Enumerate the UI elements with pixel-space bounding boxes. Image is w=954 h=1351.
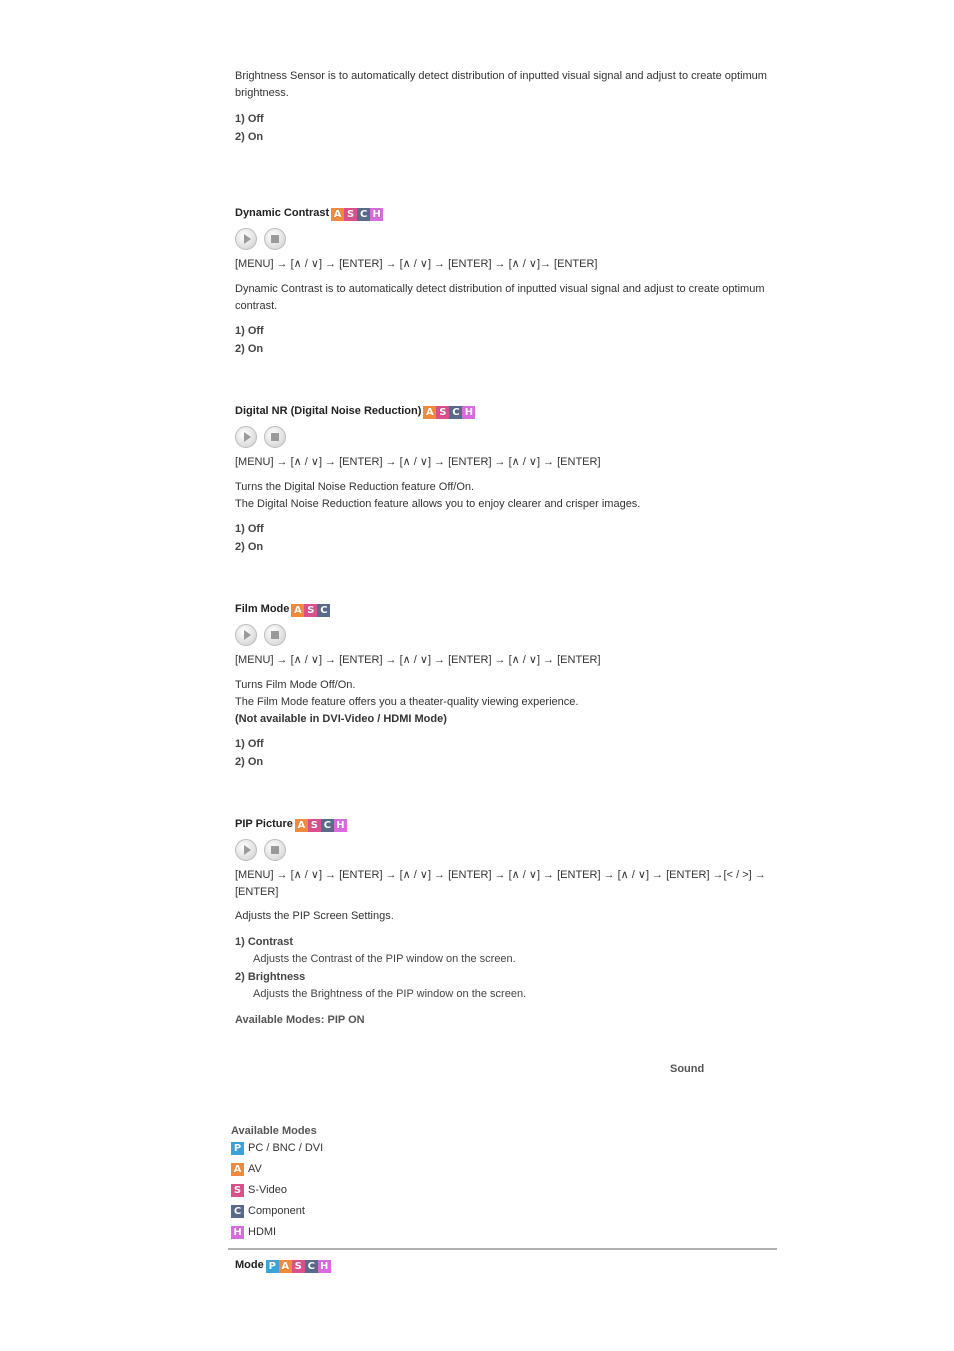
- play-icon: [244, 630, 251, 640]
- play-icon: [244, 432, 251, 442]
- mode-p-icon: P: [231, 1142, 244, 1155]
- play-button[interactable]: [235, 624, 257, 646]
- legend-item-label: HDMI: [248, 1226, 277, 1238]
- legend-item: [231, 1182, 431, 1198]
- brightness-sensor-description: Brightness Sensor is to automatically detect distribution of inputted visual signal and adjust to create optimum brightness.: [235, 70, 767, 99]
- mode-s-icon: S: [436, 406, 449, 419]
- stop-button[interactable]: [264, 426, 286, 448]
- option-off: 1) Off: [235, 113, 264, 125]
- mode-s-icon: S: [231, 1184, 244, 1197]
- mode-c-icon: C: [449, 406, 462, 419]
- play-icon: [244, 845, 251, 855]
- section-description: Dynamic Contrast is to automatically detect distribution of inputted visual signal and adjust to create optimum contrast.: [235, 283, 765, 312]
- mode-a-icon: A: [295, 819, 308, 832]
- legend-item: [231, 1140, 431, 1156]
- mode-s-icon: S: [292, 1260, 305, 1273]
- option-on: 2) On: [235, 131, 264, 143]
- mode-c-icon: C: [305, 1260, 318, 1273]
- mode-c-icon: C: [317, 604, 330, 617]
- mode-c-icon: C: [357, 208, 370, 221]
- option-off: 1) Off: [235, 523, 264, 535]
- section-title-text: Dynamic Contrast: [235, 207, 330, 219]
- menu-path: [MENU] → [∧ / ∨] → [ENTER] → [∧ / ∨] → [ENTER] → [∧ / ∨] → [ENTER] → [∧ / ∨] → [ENTER] →[< / >] → [ENTER]: [235, 869, 766, 898]
- section-title-text: Digital NR (Digital Noise Reduction): [235, 405, 422, 417]
- mode-h-icon: H: [231, 1226, 244, 1239]
- stop-icon: [271, 235, 279, 243]
- stop-icon: [271, 846, 279, 854]
- legend-item: [231, 1224, 431, 1240]
- mode-h-icon: H: [462, 406, 475, 419]
- stop-icon: [271, 631, 279, 639]
- mode-s-icon: S: [304, 604, 317, 617]
- legend-list: [231, 1140, 431, 1240]
- option-off: 1) Off: [235, 325, 264, 337]
- mode-a-icon: A: [291, 604, 304, 617]
- mode-section-title: [235, 1259, 331, 1273]
- mode-h-icon: H: [318, 1260, 331, 1273]
- stop-button[interactable]: [264, 228, 286, 250]
- legend-item-label: PC / BNC / DVI: [248, 1142, 324, 1154]
- mode-h-icon: H: [370, 208, 383, 221]
- film-mode-section: [235, 601, 770, 771]
- section-description: Adjusts the PIP Screen Settings.: [235, 910, 394, 922]
- stop-button[interactable]: [264, 839, 286, 861]
- legend-item-label: AV: [248, 1163, 262, 1175]
- playback-controls: [235, 624, 770, 646]
- stop-button[interactable]: [264, 624, 286, 646]
- sound-heading[interactable]: Sound: [670, 1063, 705, 1075]
- mode-c-icon: C: [321, 819, 334, 832]
- section-title-text: Mode: [235, 1259, 264, 1271]
- menu-path: [MENU] → [∧ / ∨] → [ENTER] → [∧ / ∨] → [ENTER] → [∧ / ∨] → [ENTER]: [235, 456, 601, 468]
- mode-a-icon: A: [279, 1260, 292, 1273]
- divider: [228, 1248, 777, 1250]
- mode-badges: [423, 406, 475, 419]
- play-button[interactable]: [235, 228, 257, 250]
- section-description-1: Turns Film Mode Off/On.: [235, 679, 356, 691]
- mode-badges: [266, 1260, 331, 1273]
- section-description-1: Turns the Digital Noise Reduction feature Off/On.: [235, 481, 475, 493]
- legend-item: [231, 1203, 431, 1219]
- section-description-2: The Film Mode feature offers you a theater-quality viewing experience.: [235, 696, 579, 708]
- playback-controls: [235, 839, 770, 861]
- availability-note: (Not available in DVI-Video / HDMI Mode): [235, 713, 447, 725]
- option-on: 2) On: [235, 541, 264, 553]
- mode-a-icon: A: [331, 208, 344, 221]
- section-title: [235, 816, 770, 833]
- pip-contrast-label: 1) Contrast: [235, 936, 294, 948]
- mode-c-icon: C: [231, 1205, 244, 1218]
- legend-item-label: Component: [248, 1205, 305, 1217]
- mode-s-icon: S: [344, 208, 357, 221]
- option-on: 2) On: [235, 756, 264, 768]
- stop-icon: [271, 433, 279, 441]
- playback-controls: [235, 426, 770, 448]
- mode-h-icon: H: [334, 819, 347, 832]
- mode-p-icon: P: [266, 1260, 279, 1273]
- play-icon: [244, 234, 251, 244]
- mode-s-icon: S: [308, 819, 321, 832]
- option-off: 1) Off: [235, 738, 264, 750]
- available-modes-legend: [231, 1125, 431, 1245]
- brightness-sensor-section: [235, 68, 770, 146]
- mode-a-icon: A: [231, 1163, 244, 1176]
- section-title: [235, 601, 770, 618]
- mode-badges: [295, 819, 347, 832]
- mode-badges: [291, 604, 330, 617]
- legend-item-label: S-Video: [248, 1184, 287, 1196]
- mode-badges: [331, 208, 383, 221]
- dynamic-contrast-section: [235, 205, 770, 358]
- pip-brightness-description: Adjusts the Brightness of the PIP window on the screen.: [253, 988, 527, 1000]
- section-title-text: Film Mode: [235, 603, 290, 615]
- play-button[interactable]: [235, 426, 257, 448]
- section-title-text: PIP Picture: [235, 818, 293, 830]
- available-modes-note: Available Modes: PIP ON: [235, 1014, 365, 1026]
- pip-brightness-label: 2) Brightness: [235, 971, 306, 983]
- legend-title: Available Modes: [231, 1125, 317, 1137]
- play-button[interactable]: [235, 839, 257, 861]
- menu-path: [MENU] → [∧ / ∨] → [ENTER] → [∧ / ∨] → [ENTER] → [∧ / ∨]→ [ENTER]: [235, 258, 598, 270]
- section-title: [235, 205, 770, 222]
- pip-contrast-description: Adjusts the Contrast of the PIP window on the screen.: [253, 953, 516, 965]
- legend-item: [231, 1161, 431, 1177]
- menu-path: [MENU] → [∧ / ∨] → [ENTER] → [∧ / ∨] → [ENTER] → [∧ / ∨] → [ENTER]: [235, 654, 601, 666]
- section-title: [235, 403, 770, 420]
- section-description-2: The Digital Noise Reduction feature allows you to enjoy clearer and crisper images.: [235, 498, 641, 510]
- playback-controls: [235, 228, 770, 250]
- pip-picture-section: [235, 816, 770, 1029]
- option-on: 2) On: [235, 343, 264, 355]
- mode-a-icon: A: [423, 406, 436, 419]
- digital-nr-section: [235, 403, 770, 556]
